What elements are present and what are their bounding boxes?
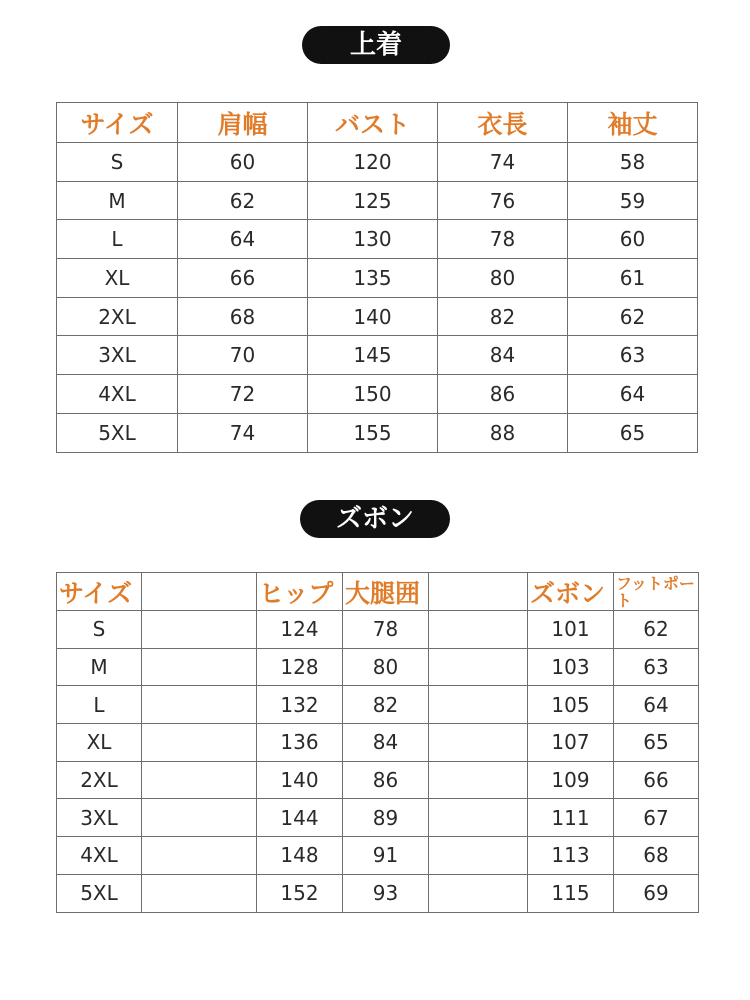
tops-table-cell: 155 [308, 413, 438, 452]
pants-table-cell: 124 [257, 611, 343, 649]
tops-table-cell: 120 [308, 143, 438, 182]
pants-table-cell: 63 [614, 648, 699, 686]
pants-table-cell [429, 724, 528, 762]
tops-table-cell: 64 [568, 375, 698, 414]
pants-table-cell [429, 837, 528, 875]
tops-header-size: サイズ [57, 103, 178, 143]
pants-table-cell: 67 [614, 799, 699, 837]
pants-table-cell [429, 799, 528, 837]
pants-table-cell: S [57, 611, 142, 649]
pants-table-cell: 103 [528, 648, 614, 686]
tops-size-table [56, 102, 698, 453]
tops-table-cell: 130 [308, 220, 438, 259]
pants-table-cell: 109 [528, 761, 614, 799]
tops-table-cell: 140 [308, 297, 438, 336]
tops-table-cell: 74 [438, 143, 568, 182]
tops-table-cell: S [57, 143, 178, 182]
tops-table-cell: 86 [438, 375, 568, 414]
tops-table-cell: 74 [178, 413, 308, 452]
pants-table-cell: XL [57, 724, 142, 762]
pants-table-cell [429, 686, 528, 724]
tops-table-cell: XL [57, 259, 178, 298]
pants-table-cell: 89 [343, 799, 429, 837]
pants-header-blank-2 [429, 573, 528, 611]
tops-header-length: 衣長 [438, 103, 568, 143]
pants-table-cell: 140 [257, 761, 343, 799]
tops-table-cell: 80 [438, 259, 568, 298]
tops-section-title: 上着 [302, 26, 450, 64]
tops-table-cell: 88 [438, 413, 568, 452]
tops-table-cell: 60 [568, 220, 698, 259]
tops-table-cell: 84 [438, 336, 568, 375]
pants-header-size: サイズ [57, 573, 142, 611]
tops-table-row [57, 336, 698, 375]
pants-table-row [57, 799, 699, 837]
pants-size-table [56, 572, 699, 913]
pants-table-row [57, 724, 699, 762]
pants-table-cell: 68 [614, 837, 699, 875]
pants-table-cell: 101 [528, 611, 614, 649]
pants-table-cell: 128 [257, 648, 343, 686]
tops-table-cell: 2XL [57, 297, 178, 336]
tops-header-bust: バスト [308, 103, 438, 143]
tops-table-cell: L [57, 220, 178, 259]
tops-table-row [57, 181, 698, 220]
pants-table-cell: 111 [528, 799, 614, 837]
pants-header-thigh: 大腿囲 [343, 573, 429, 611]
tops-table-cell: 59 [568, 181, 698, 220]
tops-table-cell: 135 [308, 259, 438, 298]
pants-table-cell: 148 [257, 837, 343, 875]
pants-table-cell [142, 611, 257, 649]
tops-header-shoulder: 肩幅 [178, 103, 308, 143]
pants-table-cell: 115 [528, 874, 614, 912]
tops-table-cell: 62 [568, 297, 698, 336]
pants-table-cell [142, 648, 257, 686]
pants-table-cell [429, 648, 528, 686]
pants-table-cell: M [57, 648, 142, 686]
pants-table-cell: 86 [343, 761, 429, 799]
pants-section-title: ズボン [300, 500, 450, 538]
pants-table-cell: 144 [257, 799, 343, 837]
tops-table-cell: 63 [568, 336, 698, 375]
tops-header-sleeve: 袖丈 [568, 103, 698, 143]
pants-table-row [57, 761, 699, 799]
pants-header-hip: ヒップ [257, 573, 343, 611]
pants-table-cell [142, 837, 257, 875]
tops-table-cell: 82 [438, 297, 568, 336]
tops-table-cell: 145 [308, 336, 438, 375]
tops-table-cell: 125 [308, 181, 438, 220]
pants-table-cell: 132 [257, 686, 343, 724]
tops-table-row [57, 375, 698, 414]
pants-table-cell: L [57, 686, 142, 724]
pants-table-cell [142, 724, 257, 762]
pants-table-cell: 4XL [57, 837, 142, 875]
tops-table-cell: 68 [178, 297, 308, 336]
pants-table-cell: 93 [343, 874, 429, 912]
tops-table-row [57, 220, 698, 259]
pants-table-cell: 78 [343, 611, 429, 649]
pants-table-cell [429, 874, 528, 912]
pants-header-row [57, 573, 699, 611]
pants-table-cell: 3XL [57, 799, 142, 837]
pants-table-cell: 84 [343, 724, 429, 762]
tops-table-cell: 61 [568, 259, 698, 298]
pants-table-row [57, 686, 699, 724]
tops-table-cell: 72 [178, 375, 308, 414]
tops-table-cell: 60 [178, 143, 308, 182]
pants-table-row [57, 874, 699, 912]
tops-table-cell: 70 [178, 336, 308, 375]
tops-header-row [57, 103, 698, 143]
tops-table-cell: 150 [308, 375, 438, 414]
pants-table-cell: 2XL [57, 761, 142, 799]
pants-header-foot-opening: フットポート [614, 573, 699, 611]
pants-table-cell [142, 761, 257, 799]
pants-table-cell [142, 874, 257, 912]
pants-table-cell [142, 799, 257, 837]
tops-table-cell: 78 [438, 220, 568, 259]
tops-table-cell: M [57, 181, 178, 220]
pants-header-pants-length: ズボン [528, 573, 614, 611]
tops-table-cell: 58 [568, 143, 698, 182]
tops-table-cell: 4XL [57, 375, 178, 414]
tops-table-cell: 62 [178, 181, 308, 220]
pants-table-cell: 82 [343, 686, 429, 724]
tops-table-cell: 3XL [57, 336, 178, 375]
pants-table-cell: 107 [528, 724, 614, 762]
pants-table-cell [429, 761, 528, 799]
pants-table-row [57, 611, 699, 649]
pants-table-row [57, 648, 699, 686]
pants-table-row [57, 837, 699, 875]
tops-table-cell: 66 [178, 259, 308, 298]
pants-table-cell: 105 [528, 686, 614, 724]
pants-table-cell: 80 [343, 648, 429, 686]
tops-table-row [57, 413, 698, 452]
pants-table-cell: 69 [614, 874, 699, 912]
tops-table-cell: 64 [178, 220, 308, 259]
tops-table-cell: 65 [568, 413, 698, 452]
pants-table-cell [429, 611, 528, 649]
pants-table-cell: 152 [257, 874, 343, 912]
tops-table-row [57, 297, 698, 336]
pants-table-cell: 65 [614, 724, 699, 762]
tops-table-row [57, 143, 698, 182]
tops-table-cell: 76 [438, 181, 568, 220]
tops-table-cell: 5XL [57, 413, 178, 452]
pants-table-cell [142, 686, 257, 724]
pants-table-cell: 64 [614, 686, 699, 724]
pants-header-blank-1 [142, 573, 257, 611]
tops-table-row [57, 259, 698, 298]
pants-table-cell: 113 [528, 837, 614, 875]
pants-table-cell: 5XL [57, 874, 142, 912]
pants-table-cell: 66 [614, 761, 699, 799]
pants-table-cell: 62 [614, 611, 699, 649]
pants-table-cell: 136 [257, 724, 343, 762]
pants-table-cell: 91 [343, 837, 429, 875]
